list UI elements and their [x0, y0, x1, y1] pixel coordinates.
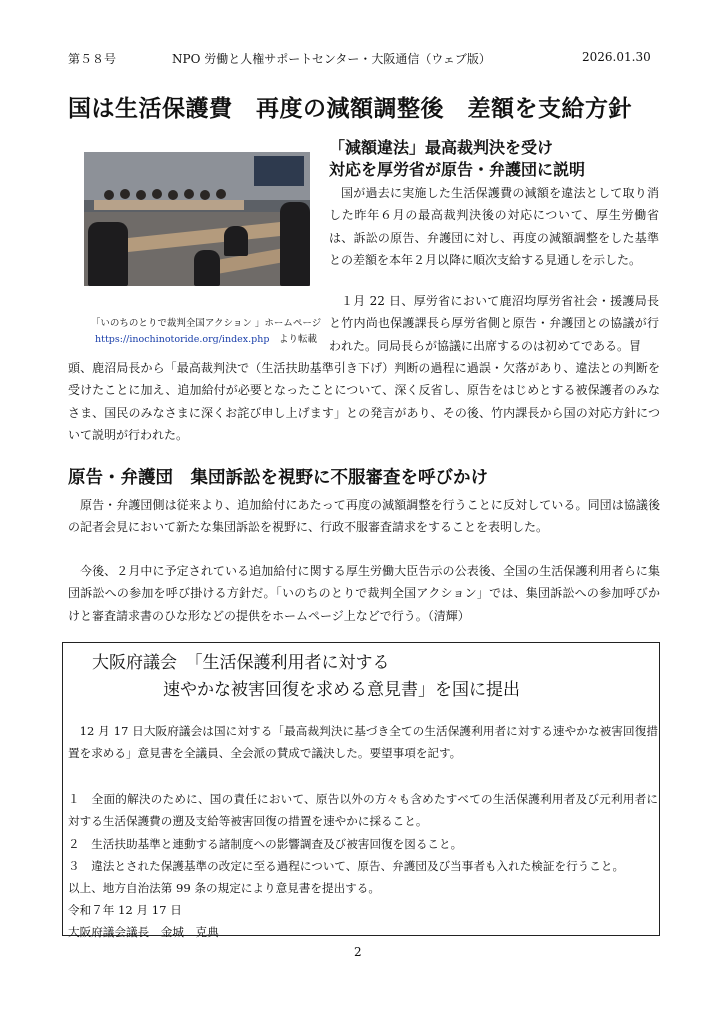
boxed-title-line1: 大阪府議会 「生活保護利用者に対する	[92, 653, 390, 673]
boxed-date: 令和７年 12 月 17 日	[68, 903, 182, 917]
page-number: 2	[354, 945, 362, 959]
main-title: 国は生活保護費 再度の減額調整後 差額を支給方針	[68, 96, 632, 122]
boxed-signature: 大阪府議会議長 金城 克典	[68, 925, 219, 939]
article2-paragraph1: 原告・弁護団側は従来より、追加給付にあたって再度の減額調整を行うことに反対している。同団は協議後の記者会見において新たな集団訴訟を視野に、行政不服審査請求をすることを表明した。	[68, 498, 660, 535]
boxed-closing: 以上、地方自治法第 99 条の規定により意見書を提出する。	[68, 881, 380, 895]
article1-subtitle-line1: 「減額違法」最高裁判決を受け	[329, 138, 554, 157]
caption-source: 「いのちのとりで裁判全国アクション 」ホームページ	[90, 318, 322, 329]
article2-paragraph2: 今後、２月中に予定されている追加給付に関する厚生労働大臣告示の公表後、全国の生活保護利用者らに集団訴訟への参加を呼び掛ける方針だ。「いのちのとりで裁判全国アクション」では、集団訴訟への参加呼びかけと審査請求書のひな形などの提供をホームページ上などで行う。（清輝）	[68, 564, 660, 623]
article1-paragraph2-start: １月 22 日、厚労省において鹿沼均厚労省社会・援護局長と竹内尚也保護課長ら厚労省側と原告・弁護団との協議が行われた。同局長らが協議に出席するのは初めてである。冒	[329, 294, 659, 353]
article2-subtitle: 原告・弁護団 集団訴訟を視野に不服審査を呼びかけ	[68, 468, 488, 488]
issue-date: 2026.01.30	[582, 50, 651, 64]
boxed-item-2: ２ 生活扶助基準と連動する諸制度への影響調査及び被害回復を図ること。	[68, 837, 463, 851]
boxed-title-line2: 速やかな被害回復を求める意見書」を国に提出	[163, 680, 520, 700]
boxed-item-3: ３ 違法とされた保護基準の改定に至る過程について、原告、弁護団及び当事者も入れた検証を行うこと。	[68, 859, 625, 873]
caption-url-link[interactable]: https://inochinotoride.org/index.php	[95, 334, 270, 345]
article1-paragraph2-cont: 頭、鹿沼局長から「最高裁判決で（生活扶助基準引き下げ）判断の過程に過誤・欠落があり、違法との判断を受けたことに加え、追加給付が必要となったことについて、深く反省し、原告をはじめとする被保護者のみなさま、国民のみなさまに深くお詫び申し上げます」との発言があり、その後、竹内課長から国の対応方針について説明が行われた。	[68, 361, 660, 442]
meeting-photo	[84, 152, 310, 286]
boxed-item-1: １ 全面的解決のために、国の責任において、原告以外の方々も含めたすべての生活保護利用者及び元利用者に対する生活保護費の遡及支給等被害回復の措置を速やかに採ること。	[68, 792, 658, 829]
publisher-name: NPO 労働と人権サポートセンター・大阪通信（ウェブ版）	[172, 52, 491, 66]
boxed-intro: 12 月 17 日大阪府議会は国に対する「最高裁判決に基づき全ての生活保護利用者に対する速やかな被害回復措置を求める」意見書を全議員、全会派の賛成で議決した。要望事項を記す。	[68, 724, 658, 761]
article1-subtitle-line2: 対応を厚労省が原告・弁護団に説明	[329, 160, 586, 179]
photo-caption	[86, 316, 326, 348]
article1-paragraph1: 国が過去に実施した生活保護費の減額を違法として取り消した昨年６月の最高裁判決後の対応について、厚生労働省は、訴訟の原告、弁護団に対し、再度の減額調整をした基準との差額を本年２月以降に順次支給する見通しを示した。	[329, 186, 659, 267]
article1-subtitle	[329, 137, 585, 181]
caption-suffix: より転載	[278, 334, 317, 345]
issue-number: 第５８号	[68, 52, 117, 66]
